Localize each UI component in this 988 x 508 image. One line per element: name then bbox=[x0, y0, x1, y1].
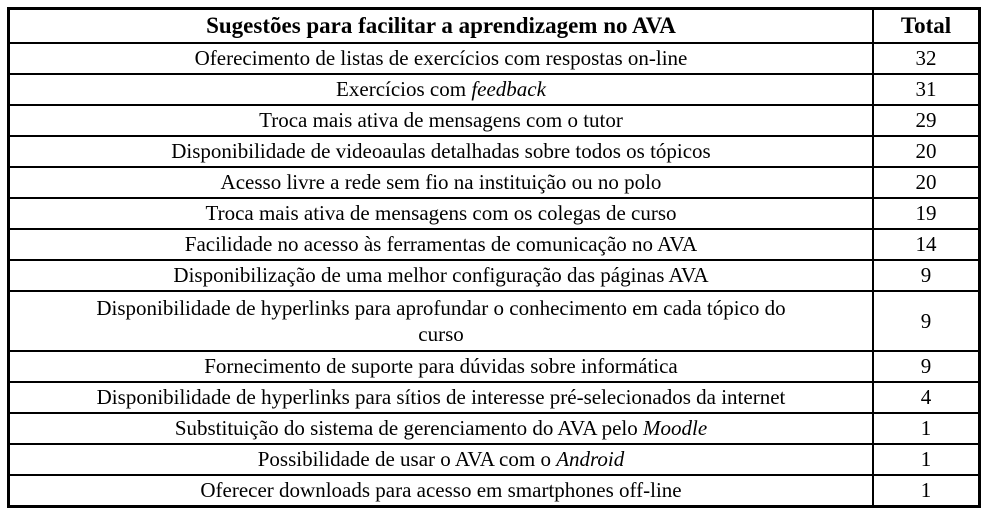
table-row bbox=[9, 291, 980, 351]
suggestion-cell bbox=[9, 105, 874, 136]
suggestion-cell bbox=[9, 167, 874, 198]
table-row bbox=[9, 167, 980, 198]
suggestion-text: Troca mais ativa de mensagens com os colegas de curso bbox=[205, 201, 677, 226]
total-cell: 1 bbox=[873, 413, 980, 444]
table-row bbox=[9, 444, 980, 475]
suggestion-cell bbox=[9, 382, 874, 413]
total-cell: 31 bbox=[873, 74, 980, 105]
total-cell: 14 bbox=[873, 229, 980, 260]
table-row bbox=[9, 351, 980, 382]
table-row bbox=[9, 260, 980, 291]
suggestion-cell bbox=[9, 136, 874, 167]
total-cell: 9 bbox=[873, 291, 980, 351]
header-row bbox=[9, 9, 980, 44]
suggestion-cell bbox=[9, 291, 874, 351]
suggestions-table bbox=[7, 7, 981, 508]
total-cell: 29 bbox=[873, 105, 980, 136]
suggestion-text: Fornecimento de suporte para dúvidas sobre informática bbox=[204, 354, 678, 379]
table-row bbox=[9, 475, 980, 507]
header-total: Total bbox=[873, 9, 980, 44]
suggestion-cell bbox=[9, 43, 874, 74]
suggestion-text: Facilidade no acesso às ferramentas de comunicação no AVA bbox=[184, 232, 698, 257]
table-row bbox=[9, 413, 980, 444]
table-row bbox=[9, 382, 980, 413]
suggestion-cell bbox=[9, 444, 874, 475]
table-row bbox=[9, 74, 980, 105]
suggestion-text: Oferecimento de listas de exercícios com respostas on-line bbox=[194, 46, 688, 71]
suggestion-text-italic: Moodle bbox=[643, 416, 708, 441]
total-cell: 20 bbox=[873, 167, 980, 198]
suggestion-cell bbox=[9, 475, 874, 507]
suggestion-text: Disponibilidade de hyperlinks para sítios de interesse pré-selecionados da internet bbox=[96, 385, 786, 410]
suggestion-text-italic: Android bbox=[556, 447, 625, 472]
total-cell: 1 bbox=[873, 475, 980, 507]
suggestion-cell bbox=[9, 351, 874, 382]
suggestion-text: Oferecer downloads para acesso em smartphones off-line bbox=[200, 478, 682, 503]
total-cell: 32 bbox=[873, 43, 980, 74]
suggestion-text-line2: curso bbox=[418, 322, 464, 346]
suggestion-text: Acesso livre a rede sem fio na instituição ou no polo bbox=[220, 170, 662, 195]
suggestion-cell bbox=[9, 229, 874, 260]
suggestion-text: Disponibilidade de videoaulas detalhadas sobre todos os tópicos bbox=[171, 139, 711, 164]
suggestion-cell bbox=[9, 413, 874, 444]
suggestion-text: Possibilidade de usar o AVA com o bbox=[257, 447, 557, 472]
suggestion-text: Exercícios com bbox=[336, 77, 472, 102]
total-cell: 19 bbox=[873, 198, 980, 229]
table-row bbox=[9, 105, 980, 136]
total-cell: 9 bbox=[873, 351, 980, 382]
total-cell: 4 bbox=[873, 382, 980, 413]
suggestion-cell bbox=[9, 260, 874, 291]
suggestion-text: Disponibilidade de hyperlinks para aprofundar o conhecimento em cada tópico do bbox=[96, 295, 786, 320]
total-cell: 20 bbox=[873, 136, 980, 167]
table-row bbox=[9, 229, 980, 260]
total-cell: 1 bbox=[873, 444, 980, 475]
suggestion-text-italic: feedback bbox=[471, 77, 546, 102]
total-cell: 9 bbox=[873, 260, 980, 291]
table-row bbox=[9, 136, 980, 167]
suggestion-cell bbox=[9, 74, 874, 105]
table-row bbox=[9, 198, 980, 229]
header-suggestions: Sugestões para facilitar a aprendizagem no AVA bbox=[9, 9, 874, 44]
suggestion-text: Substituição do sistema de gerenciamento do AVA pelo bbox=[174, 416, 643, 441]
suggestion-text: Disponibilização de uma melhor configuração das páginas AVA bbox=[173, 263, 709, 288]
suggestion-cell bbox=[9, 198, 874, 229]
table-row bbox=[9, 43, 980, 74]
suggestion-text: Troca mais ativa de mensagens com o tutor bbox=[259, 108, 623, 133]
